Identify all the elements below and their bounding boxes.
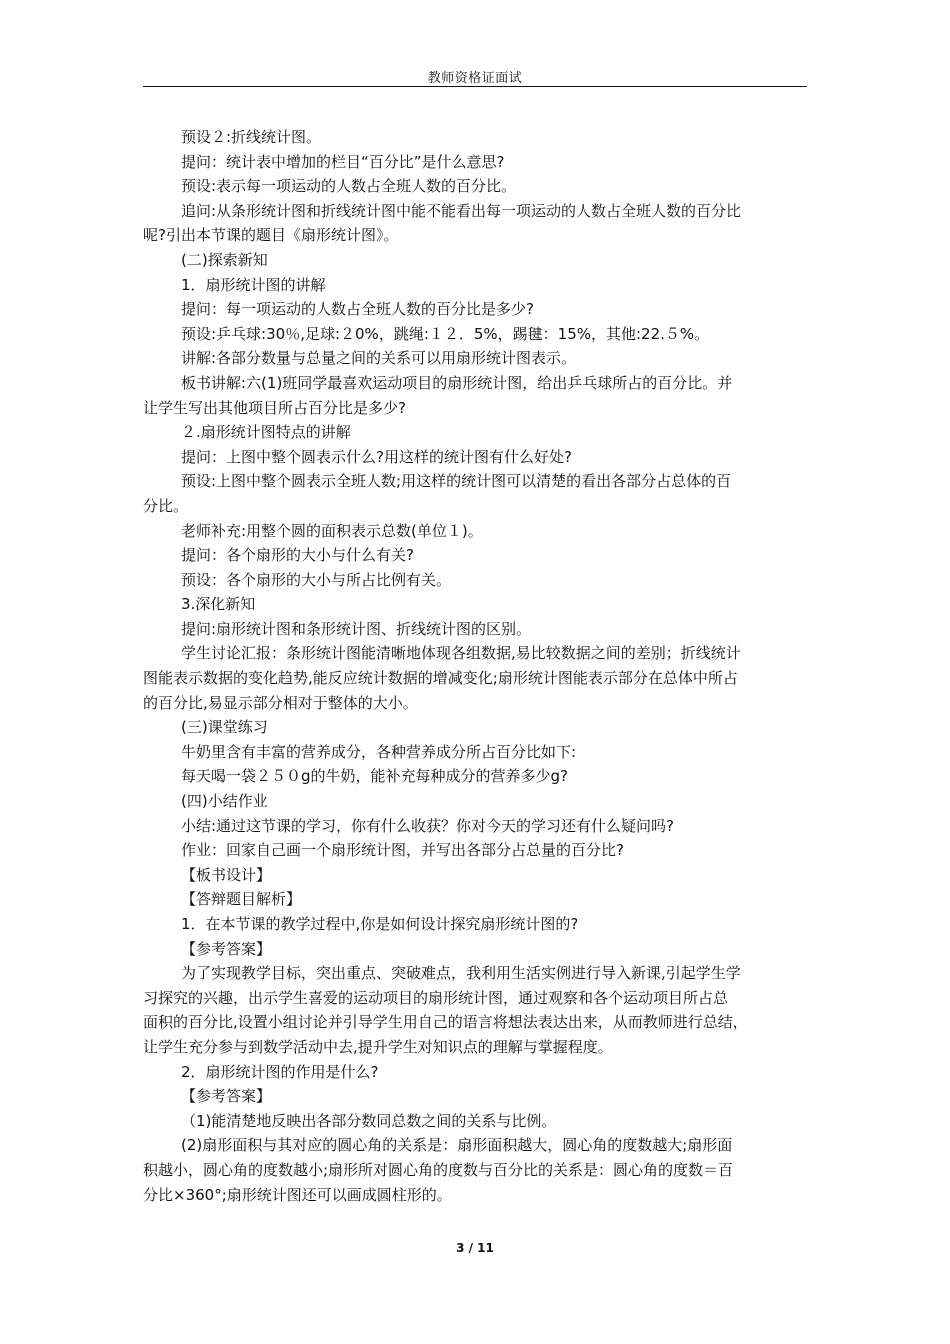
text-line: 提问：每一项运动的人数占全班人数的百分比是多少? <box>181 300 534 319</box>
paragraph <box>143 297 807 322</box>
text-line: 预设：各个扇形的大小与所占比例有关。 <box>181 570 452 589</box>
text-line: 为了实现教学目标，突出重点、突破难点，我利用生活实例进行导入新课,引起学生学 <box>181 964 741 983</box>
text-line: 分比×360°;扇形统计图还可以画成圆柱形的。 <box>143 1185 452 1204</box>
paragraph <box>143 789 807 814</box>
paragraph <box>143 617 807 642</box>
paragraph <box>143 961 807 1059</box>
text-line: 追问:从条形统计图和折线统计图中能不能看出每一项运动的人数占全班人数的百分比 <box>181 201 742 220</box>
paragraph <box>143 174 807 199</box>
paragraph <box>143 248 807 273</box>
text-line: 图能表示数据的变化趋势,能反应统计数据的增减变化;扇形统计图能表示部分在总体中所占 <box>143 669 738 688</box>
text-line: 预设:乒乓球:30％,足球:２0%，跳绳:１２．5%，踢毽：15%，其他:22.５%。 <box>181 324 710 343</box>
text-line: (三)课堂练习 <box>181 718 268 737</box>
page-header-title: 教师资格证面试 <box>427 71 523 86</box>
paragraph <box>143 641 807 715</box>
text-line: 【板书设计】 <box>181 865 272 884</box>
text-line: 2．扇形统计图的作用是什么? <box>181 1062 379 1081</box>
paragraph <box>143 420 807 445</box>
text-line: 预设２:折线统计图。 <box>181 128 322 146</box>
text-line: (二)探索新知 <box>181 250 268 269</box>
text-line: 呢?引出本节课的题目《扇形统计图》。 <box>143 226 399 245</box>
paragraph <box>143 592 807 617</box>
text-line: 提问：各个扇形的大小与什么有关? <box>181 546 414 565</box>
text-line: 面积的百分比,设置小组讨论并引导学生用自己的语言将想法表达出来，从而教师进行总结， <box>143 1013 748 1032</box>
paragraph <box>143 322 807 347</box>
text-line: 让学生充分参与到数学活动中去,提升学生对知识点的理解与掌握程度。 <box>143 1037 613 1056</box>
text-line: (四)小结作业 <box>181 792 268 811</box>
text-line: 学生讨论汇报：条形统计图能清晰地体现各组数据,易比较数据之间的差别；折线统计 <box>181 644 741 663</box>
paragraph <box>143 273 807 298</box>
paragraph <box>143 740 807 765</box>
document-body <box>143 125 807 1207</box>
text-line: 讲解:各部分数量与总量之间的关系可以用扇形统计图表示。 <box>181 349 577 368</box>
paragraph <box>143 150 807 175</box>
text-line: 的百分比,易显示部分相对于整体的大小。 <box>143 693 418 712</box>
paragraph <box>143 125 807 150</box>
text-line: 提问：上图中整个圆表示什么?用这样的统计图有什么好处? <box>181 447 572 466</box>
text-line: 小结:通过这节课的学习，你有什么收获？你对今天的学习还有什么疑问吗? <box>181 816 675 835</box>
paragraph <box>143 371 807 420</box>
paragraph <box>143 715 807 740</box>
text-line: 【参考答案】 <box>181 939 272 958</box>
paragraph <box>143 912 807 937</box>
text-line: 分比。 <box>143 496 189 515</box>
text-line: 作业：回家自己画一个扇形统计图，并写出各部分占总量的百分比? <box>181 841 624 860</box>
text-line: ２.扇形统计图特点的讲解 <box>181 423 351 442</box>
text-line: (2)扇形面积与其对应的圆心角的关系是：扇形面积越大，圆心角的度数越大;扇形面 <box>181 1136 733 1155</box>
text-line: 每天喝一袋２５０g的牛奶，能补充每种成分的营养多少g? <box>181 767 569 786</box>
text-line: 【参考答案】 <box>181 1087 272 1106</box>
text-line: 预设:上图中整个圆表示全班人数;用这样的统计图可以清楚的看出各部分占总体的百 <box>181 472 732 491</box>
text-line: 提问：统计表中增加的栏目“百分比”是什么意思? <box>181 152 505 171</box>
page-number: 3 / 11 <box>456 1241 494 1255</box>
paragraph <box>143 1133 807 1207</box>
paragraph <box>143 469 807 518</box>
paragraph <box>143 764 807 789</box>
paragraph <box>143 199 807 248</box>
paragraph <box>143 519 807 544</box>
paragraph <box>143 863 807 888</box>
text-line: （1)能清楚地反映出各部分数同总数之间的关系与比例。 <box>181 1111 557 1130</box>
paragraph <box>143 887 807 912</box>
paragraph <box>143 568 807 593</box>
text-line: 牛奶里含有丰富的营养成分，各种营养成分所占百分比如下: <box>181 742 577 761</box>
text-line: 1．扇形统计图的讲解 <box>181 275 326 294</box>
text-line: 老师补充:用整个圆的面积表示总数(单位１)。 <box>181 521 483 540</box>
paragraph <box>143 1060 807 1085</box>
paragraph <box>143 838 807 863</box>
paragraph <box>143 1109 807 1134</box>
paragraph <box>143 543 807 568</box>
text-line: 板书讲解:六(1)班同学最喜欢运动项目的扇形统计图，给出乒乓球所占的百分比。并 <box>181 373 733 392</box>
paragraph <box>143 445 807 470</box>
text-line: 【答辩题目解析】 <box>181 890 302 909</box>
text-line: 积越小，圆心角的度数越小;扇形所对圆心角的度数与百分比的关系是：圆心角的度数＝百 <box>143 1160 734 1179</box>
paragraph <box>143 814 807 839</box>
text-line: 3.深化新知 <box>181 595 256 614</box>
text-line: 1．在本节课的教学过程中,你是如何设计探究扇形统计图的? <box>181 915 579 933</box>
header-divider <box>143 86 807 87</box>
text-line: 习探究的兴趣，出示学生喜爱的运动项目的扇形统计图，通过观察和各个运动项目所占总 <box>143 988 729 1007</box>
text-line: 让学生写出其他项目所占百分比是多少? <box>143 398 406 417</box>
paragraph <box>143 937 807 962</box>
text-line: 提问:扇形统计图和条形统计图、折线统计图的区别。 <box>181 619 532 638</box>
text-line: 预设:表示每一项运动的人数占全班人数的百分比。 <box>181 177 517 196</box>
paragraph <box>143 346 807 371</box>
paragraph <box>143 1084 807 1109</box>
